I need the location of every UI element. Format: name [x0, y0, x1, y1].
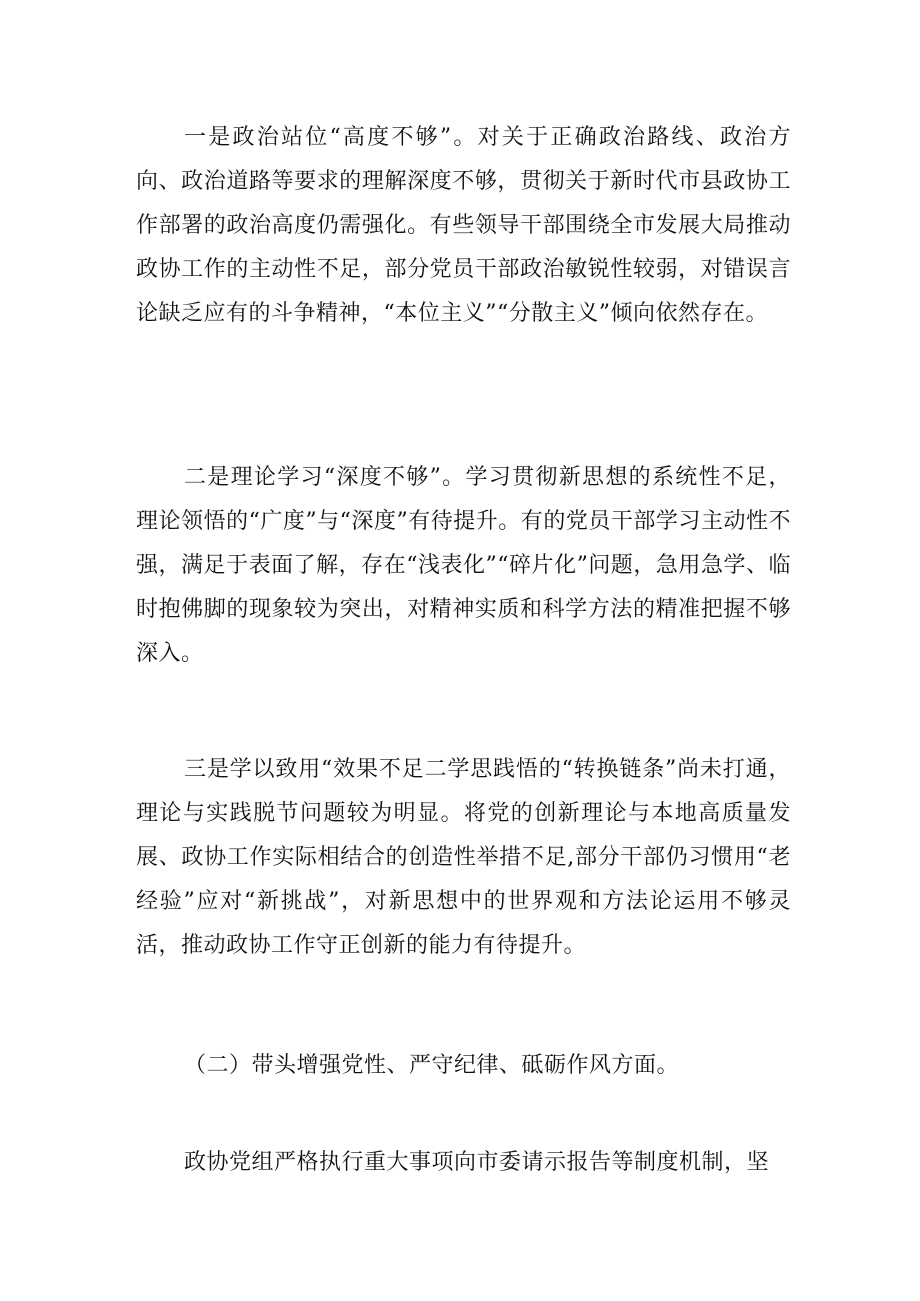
section-heading: （二）带头增强党性、严守纪律、砥砺作风方面。 — [184, 1053, 680, 1078]
paragraph-political-stance: 一是政治站位“高度不够”。对关于正确政治路线、政治方向、政治道路等要求的理解深度不够，贯彻关于新时代市县政协工作部署的政治高度仍需强化。有些领导干部围绕全市发展大局推动政协工作的主动性不足，部分党员干部政治敏锐性较弱，对错误言论缺乏应有的斗争精神，“本位主义”“分散主义”倾向依然存在。 — [136, 125, 791, 326]
paragraph-application: 三是学以致用“效果不足二学思践悟的“转换链条”尚未打通，理论与实践脱节问题较为明显。将党的创新理论与本地高质量发展、政协工作实际相结合的创造性举措不足,部分干部仍习惯用“老经验”应对“新挑战”，对新思想中的世界观和方法论运用不够灵活，推动政协工作守正创新的能力有待提升。 — [136, 757, 791, 958]
paragraph-theory-study: 二是理论学习“深度不够”。学习贯彻新思想的系统性不足，理论领悟的“广度”与“深度”有待提升。有的党员干部学习主动性不强，满足于表面了解，存在“浅表化”“碎片化”问题，急用急学、临时抱佛脚的现象较为突出，对精神实质和科学方法的精准把握不够深入。 — [136, 465, 791, 666]
paragraph-party-group: 政协党组严格执行重大事项向市委请示报告等制度机制，坚 — [184, 1150, 770, 1175]
